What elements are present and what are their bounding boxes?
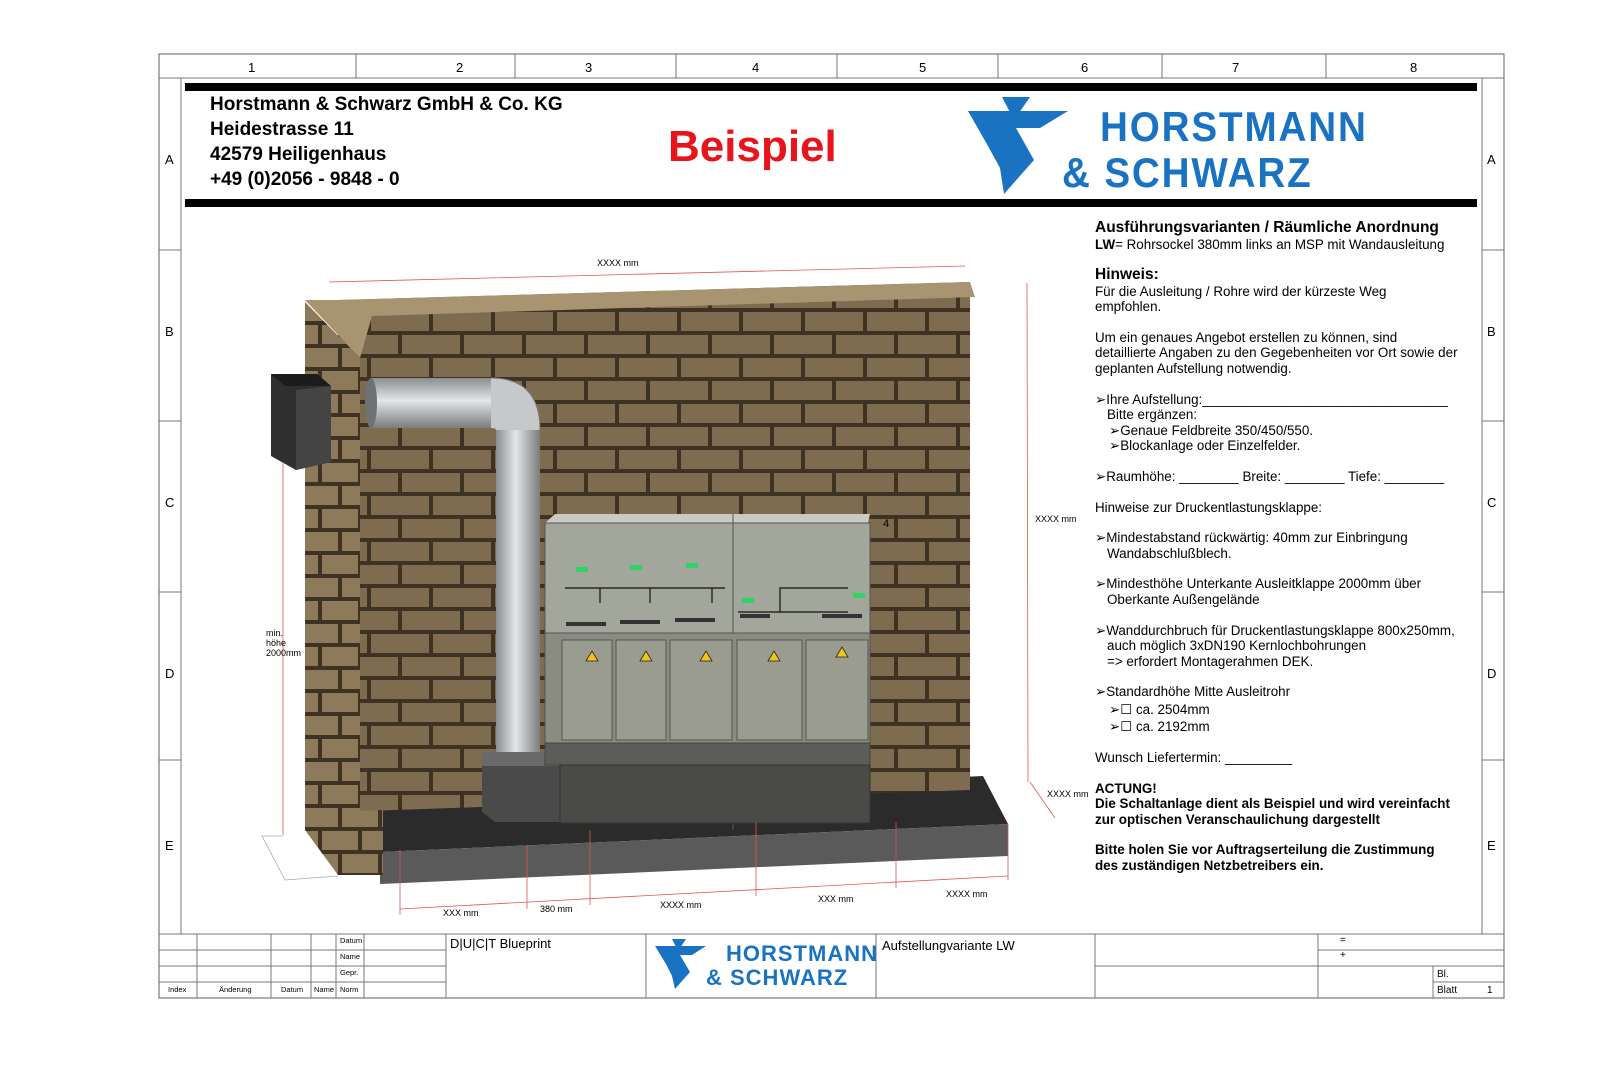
- grid-row-b-right: B: [1487, 324, 1496, 339]
- tb-eq-2: +: [1340, 950, 1346, 961]
- tb-eq-1: =: [1340, 935, 1346, 946]
- wall-line-2: auch möglich 3xDN190 Kernlochbohrungen: [1107, 638, 1367, 654]
- grid-col-4: 4: [752, 60, 760, 75]
- example-stamp: Beispiel: [668, 122, 837, 171]
- distance-line-1: ➢Mindestabstand rückwärtig: 40mm zur Einbringung: [1095, 530, 1408, 546]
- exhaust-box: [271, 374, 331, 470]
- std-height-option-1: ➢☐ ca. 2504mm: [1109, 701, 1210, 717]
- switchgear: [545, 514, 870, 830]
- grid-col-5: 5: [919, 60, 927, 75]
- logo-small-text-bottom: & SCHWARZ: [706, 965, 849, 990]
- wall-line-3: => erfordert Montagerahmen DEK.: [1107, 653, 1314, 669]
- tb-sheet-number: 1: [1487, 985, 1493, 996]
- pipe-plinth: [482, 766, 560, 822]
- grid-col-1: 1: [248, 60, 256, 75]
- grid-col-2: 2: [456, 60, 464, 75]
- grid-row-d-left: D: [165, 666, 175, 681]
- offer-line-1: Um ein genaues Angebot erstellen zu können, sind: [1095, 329, 1398, 345]
- company-name: Horstmann & Schwarz GmbH & Co. KG: [210, 94, 563, 115]
- dim-top-width: XXXX mm: [597, 258, 639, 268]
- grid-row-a-right: A: [1487, 152, 1496, 167]
- dim-bottom-1: XXX mm: [443, 908, 479, 918]
- approval-line-1: Bitte holen Sie vor Auftragserteilung die Zustimmung: [1095, 842, 1435, 858]
- delivery-line: Wunsch Liefertermin: _________: [1095, 750, 1293, 766]
- std-height-option-2: ➢☐ ca. 2192mm: [1109, 719, 1210, 735]
- warning-line-2: zur optischen Veranschaulichung dargestellt: [1095, 811, 1380, 827]
- company-phone: +49 (0)2056 - 9848 - 0: [210, 169, 400, 190]
- dim-bottom-5: XXXX mm: [946, 889, 988, 899]
- tb-aenderung: Änderung: [219, 985, 252, 994]
- company-address: [210, 92, 563, 192]
- grid-row-c-right: C: [1487, 495, 1497, 510]
- tb-software: D|U|C|T Blueprint: [450, 936, 551, 951]
- std-height-title: ➢Standardhöhe Mitte Ausleitrohr: [1095, 684, 1291, 700]
- dim-bottom-3: XXXX mm: [660, 900, 702, 910]
- offer-line-2: detaillierte Angaben zu den Gegebenheiten vor Ort sowie der: [1095, 345, 1458, 361]
- tb-norm: Norm: [340, 985, 359, 994]
- hint-line-1: Für die Ausleitung / Rohre wird der kürzeste Weg: [1095, 283, 1387, 299]
- tb-drawing-title: Aufstellungvariante LW: [882, 938, 1015, 953]
- grid-col-6: 6: [1081, 60, 1089, 75]
- tb-gepr: Gepr.: [340, 968, 359, 977]
- tb-name-2: Name: [314, 985, 335, 994]
- company-city: 42579 Heiligenhaus: [210, 144, 387, 165]
- logo-mark-small-icon: [655, 939, 706, 989]
- hint-title: Hinweis:: [1095, 265, 1159, 283]
- dim-min-height: min. höhe 2000mm: [266, 628, 302, 658]
- tb-datum: Datum: [340, 936, 363, 945]
- warning-title: ACTUNG!: [1095, 780, 1157, 796]
- height-line-2: Oberkante Außengelände: [1107, 591, 1260, 607]
- variant-line: LW= Rohrsockel 380mm links an MSP mit Wandausleitung: [1095, 237, 1445, 252]
- tb-bl: Bl.: [1437, 969, 1449, 980]
- distance-line-2: Wandabschlußblech.: [1107, 545, 1232, 561]
- grid-row-d-right: D: [1487, 666, 1497, 681]
- grid-row-b-left: B: [165, 324, 174, 339]
- grid-row-e-right: E: [1487, 838, 1496, 853]
- warning-line-1: Die Schaltanlage dient als Beispiel und wird vereinfacht: [1095, 796, 1450, 812]
- logo-text-top: HORSTMANN: [1100, 103, 1368, 150]
- width-option: ➢Genaue Feldbreite 350/450/550.: [1109, 422, 1314, 438]
- logo-text-bottom: & SCHWARZ: [1062, 149, 1313, 196]
- tb-index: Index: [168, 985, 187, 994]
- grid-col-7: 7: [1232, 60, 1240, 75]
- logo-mark-icon: [968, 97, 1068, 194]
- dim-bottom-4: XXX mm: [818, 894, 854, 904]
- grid-row-e-left: E: [165, 838, 174, 853]
- hint-line-2: empfohlen.: [1095, 299, 1162, 315]
- setup-line: ➢Ihre Aufstellung:_________________________________: [1095, 391, 1449, 407]
- tb-name: Name: [340, 952, 361, 961]
- logo-small-text-top: HORSTMANN: [726, 941, 878, 966]
- dim-right-height: XXXX mm: [1035, 514, 1077, 524]
- notes-panel: [1095, 219, 1485, 874]
- block-option: ➢Blockanlage oder Einzelfelder.: [1109, 438, 1301, 454]
- grid-row-a-left: A: [165, 152, 174, 167]
- wall-line-1: ➢Wanddurchbruch für Druckentlastungsklappe 800x250mm,: [1095, 622, 1455, 638]
- flap-title: Hinweise zur Druckentlastungsklappe:: [1095, 499, 1323, 515]
- height-line-1: ➢Mindesthöhe Unterkante Ausleitklappe 2000mm über: [1095, 576, 1422, 592]
- tb-blatt: Blatt: [1437, 985, 1458, 996]
- grid-row-c-left: C: [165, 495, 175, 510]
- approval-line-2: des zuständigen Netzbetreibers ein.: [1095, 858, 1324, 874]
- notes-title: Ausführungsvarianten / Räumliche Anordnung: [1095, 219, 1439, 236]
- item-label-4: 4: [883, 518, 890, 530]
- grid-col-8: 8: [1410, 60, 1418, 75]
- dim-bottom-2: 380 mm: [540, 904, 573, 914]
- grid-col-3: 3: [585, 60, 593, 75]
- dim-right-depth: XXXX mm: [1047, 789, 1089, 799]
- tb-datum-2: Datum: [281, 985, 304, 994]
- complete-line: Bitte ergänzen:: [1107, 407, 1198, 423]
- company-street: Heidestrasse 11: [210, 119, 354, 140]
- offer-line-3: geplanten Aufstellung notwendig.: [1095, 360, 1292, 376]
- room-line: ➢Raumhöhe: ________ Breite: ________ Tiefe: ________: [1095, 468, 1445, 484]
